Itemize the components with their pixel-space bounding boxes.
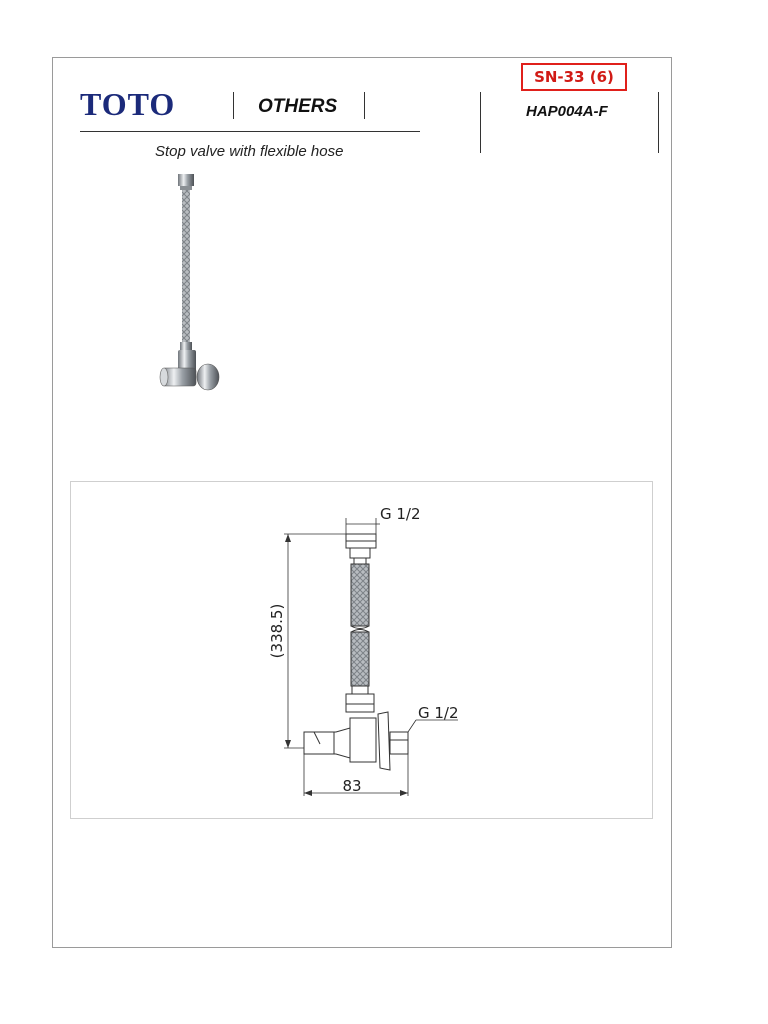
drawing-top-fitting [346, 534, 376, 564]
technical-drawing [240, 500, 490, 800]
photo-top-nut [178, 174, 194, 190]
category-title: OTHERS [258, 96, 338, 117]
header-rule [80, 131, 420, 132]
drawing-braided-hose [351, 564, 369, 686]
height-dimension-label: (338.5) [268, 603, 286, 659]
width-dimension-label: 83 [342, 777, 362, 795]
model-divider-right [658, 92, 659, 153]
photo-valve-body [160, 342, 219, 390]
header-divider-left [233, 92, 234, 119]
drawing-valve-body [304, 686, 408, 770]
model-number: HAP004A-F [526, 103, 608, 120]
brand-logo: TOTO [80, 86, 176, 122]
reference-badge: SN-33 (6) [521, 63, 627, 91]
product-photo [148, 170, 228, 400]
product-description: Stop valve with flexible hose [155, 143, 344, 160]
top-thread-label: G 1/2 [380, 505, 421, 523]
model-divider-left [480, 92, 481, 153]
photo-braided-hose [182, 190, 190, 342]
header-divider-right [364, 92, 365, 119]
side-thread-label: G 1/2 [418, 704, 459, 722]
